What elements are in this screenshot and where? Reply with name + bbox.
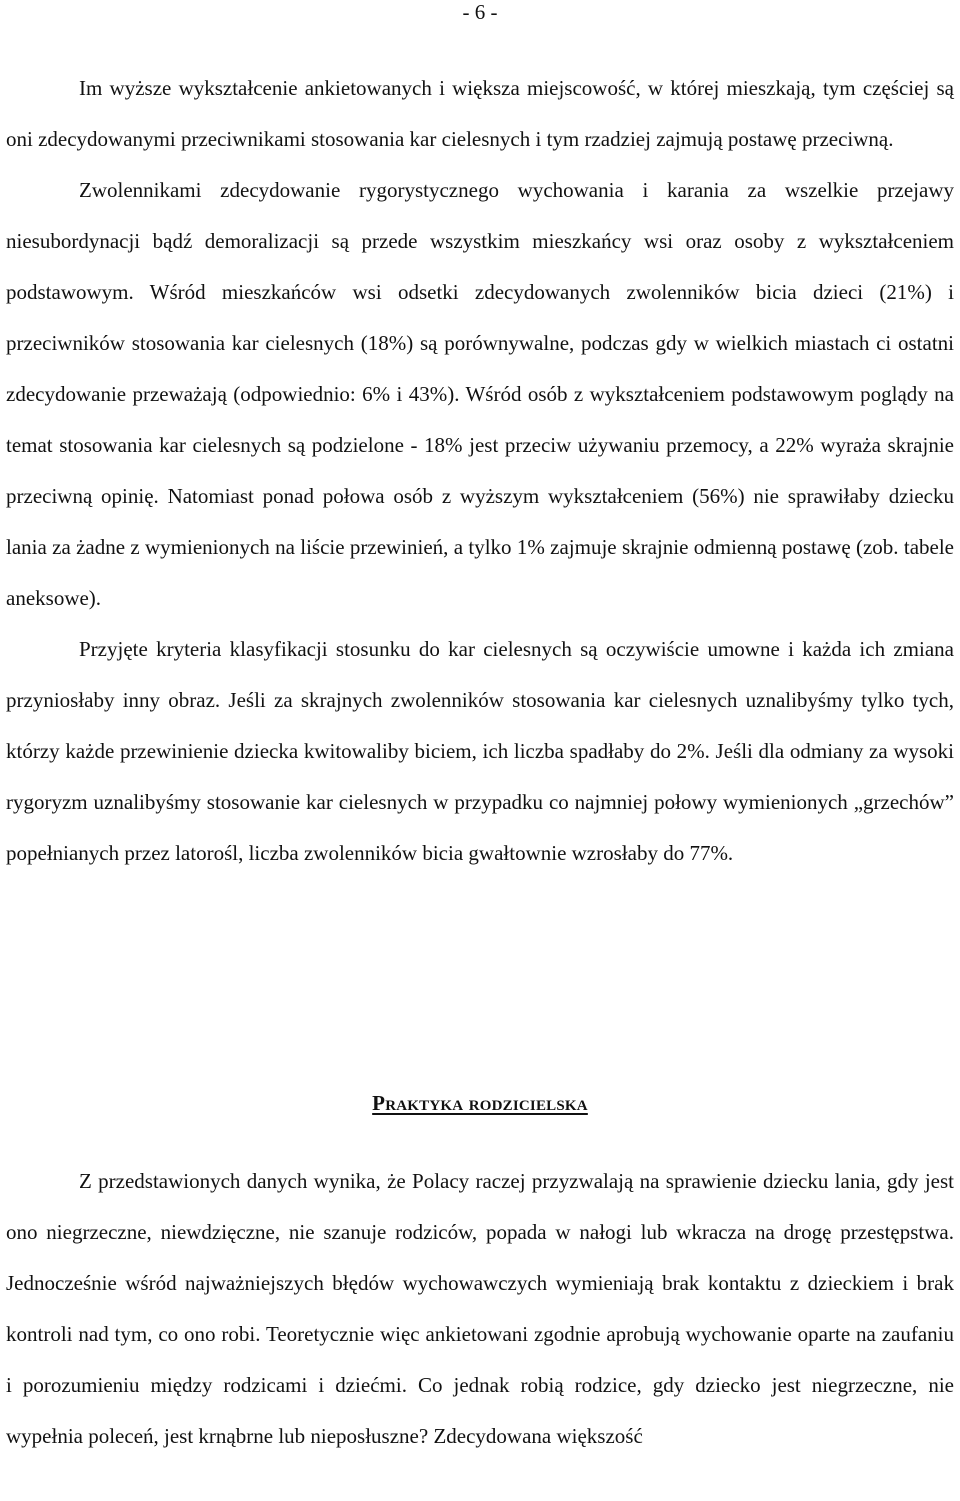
- section-body: [6, 1156, 954, 1462]
- paragraph-classification-criteria: Przyjęte kryteria klasyfikacji stosunku do kar cielesnych są oczywiście umowne i każda ich zmiana przyniosłaby inny obraz. Jeśli za skrajnych zwolenników stosowania kar cielesnych uznalibyśmy tylko tych, którzy każde przewinienie dziecka kwitowaliby biciem, ich liczba spadłaby do 2%. Jeśli dla odmiany za wysoki rygoryzm uznalibyśmy stosowanie kar cielesnych w przypadku co najmniej połowy wymienionych „grzechów” popełnianych przez latorośl, liczba zwolenników bicia gwałtownie wzrosłaby do 77%.: [6, 637, 954, 865]
- page-number: - 6 -: [462, 0, 498, 24]
- document-body: [6, 63, 954, 879]
- paragraph-supporters-rigorous: Zwolennikami zdecydowanie rygorystycznego wychowania i karania za wszelkie przejawy niesubordynacji bądź demoralizacji są przede wszystkim mieszkańcy wsi oraz osoby z wykształceniem podstawowym. Wśród mieszkańców wsi odsetki zdecydowanych zwolenników bicia dzieci (21%) i przeciwników stosowania kar cielesnych (18%) są porównywalne, podczas gdy w wielkich miastach ci ostatni zdecydowanie przeważają (odpowiednio: 6% i 43%). Wśród osób z wykształceniem podstawowym poglądy na temat stosowania kar cielesnych są podzielone - 18% jest przeciw używaniu przemocy, a 22% wyraża skrajnie przeciwną opinię. Natomiast ponad połowa osób z wyższym wykształceniem (56%) nie sprawiłaby dziecku lania za żadne z wymienionych na liście przewinień, a tylko 1% zajmuje skrajnie odmienną postawę (zob. tabele aneksowe).: [6, 178, 954, 610]
- paragraph-education-residence: Im wyższe wykształcenie ankietowanych i większa miejscowość, w której mieszkają, tym częściej są oni zdecydowanymi przeciwnikami stosowania kar cielesnych i tym rzadziej zajmują postawę przeciwną.: [6, 76, 954, 151]
- paragraph-parenting-practice: Z przedstawionych danych wynika, że Polacy raczej przyzwalają na sprawienie dziecku lania, gdy jest ono niegrzeczne, niewdzięczne, nie szanuje rodziców, popada w nałogi lub wkracza na drogę przestępstwa. Jednocześnie wśród najważniejszych błędów wychowawczych wymieniają brak kontaktu z dzieckiem i brak kontroli nad tym, co ono robi. Teoretycznie więc ankietowani zgodnie aprobują wychowanie oparte na zaufaniu i porozumieniu między rodzicami i dziećmi. Co jednak robią rodzice, gdy dziecko jest niegrzeczne, nie wypełnia poleceń, jest krnąbrne lub nieposłuszne? Zdecydowana większość: [6, 1169, 954, 1448]
- section-heading: Praktyka rodzicielska: [372, 1091, 588, 1115]
